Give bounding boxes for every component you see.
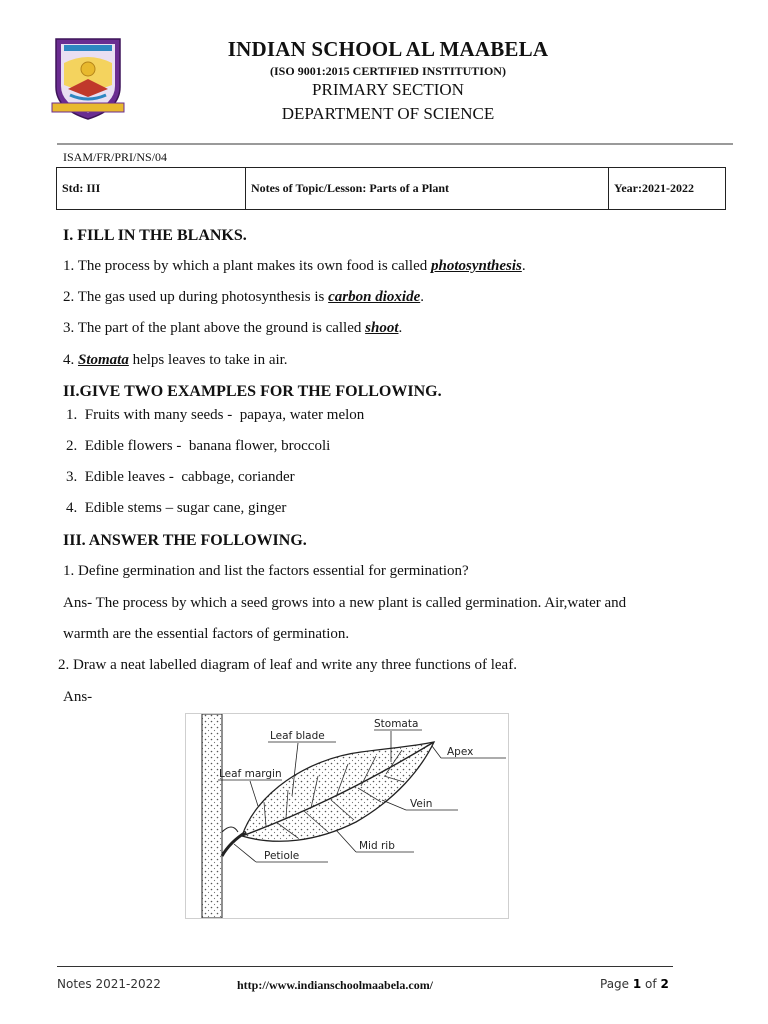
stem-shape	[202, 714, 222, 918]
section-1-heading: I. FILL IN THE BLANKS.	[63, 227, 247, 244]
label-leaf-margin: Leaf margin	[219, 768, 282, 780]
question-1: 1. Define germination and list the factors essential for germination?	[63, 563, 469, 579]
info-table	[56, 167, 726, 210]
topic-cell: Notes of Topic/Lesson: Parts of a Plant	[246, 168, 609, 210]
label-mid-rib: Mid rib	[359, 840, 395, 852]
example-3: 3. Edible leaves - cabbage, coriander	[66, 469, 295, 485]
label-stomata: Stomata	[374, 718, 419, 730]
example-4: 4. Edible stems – sugar cane, ginger	[66, 500, 287, 516]
fill-blank-1: 1. The process by which a plant makes its own food is called photosynthesis.	[63, 258, 526, 274]
leaf-diagram	[185, 713, 509, 919]
label-apex: Apex	[447, 746, 474, 758]
answer-1-line-2: warmth are the essential factors of germination.	[63, 626, 350, 642]
answer-2-label: Ans-	[63, 689, 93, 705]
section-name: PRIMARY SECTION	[312, 80, 464, 99]
std-cell: Std: III	[57, 168, 246, 210]
label-petiole: Petiole	[264, 850, 300, 862]
footer-notes: Notes 2021-2022	[57, 977, 161, 991]
fill-blank-3: 3. The part of the plant above the ground is called shoot.	[63, 320, 403, 336]
question-2: 2. Draw a neat labelled diagram of leaf and write any three functions of leaf.	[58, 657, 517, 673]
year-cell: Year:2021-2022	[609, 168, 726, 210]
certification-line: (ISO 9001:2015 CERTIFIED INSTITUTION)	[270, 64, 506, 78]
label-leaf-blade: Leaf blade	[270, 730, 325, 742]
page-number: Page 1 of 2	[600, 977, 669, 991]
department-name: DEPARTMENT OF SCIENCE	[281, 104, 495, 123]
school-logo	[50, 33, 126, 121]
section-2-heading: II.GIVE TWO EXAMPLES FOR THE FOLLOWING.	[63, 383, 442, 400]
footer-rule	[57, 966, 673, 967]
school-name: INDIAN SCHOOL AL MAABELA	[227, 37, 549, 61]
answer-1-line-1: Ans- The process by which a seed grows into a new plant is called germination. Air,water and	[63, 595, 627, 611]
example-2: 2. Edible flowers - banana flower, broccoli	[66, 438, 331, 454]
document-id: ISAM/FR/PRI/NS/04	[63, 150, 168, 164]
fill-blank-4: 4. Stomata helps leaves to take in air.	[63, 352, 288, 368]
example-1: 1. Fruits with many seeds - papaya, water melon	[66, 407, 365, 423]
section-3-heading: III. ANSWER THE FOLLOWING.	[63, 532, 307, 549]
label-vein: Vein	[410, 798, 433, 810]
fill-blank-2: 2. The gas used up during photosynthesis is carbon dioxide.	[63, 289, 424, 305]
footer-url[interactable]: http://www.indianschoolmaabela.com/	[237, 978, 434, 992]
header-rule	[57, 143, 733, 145]
